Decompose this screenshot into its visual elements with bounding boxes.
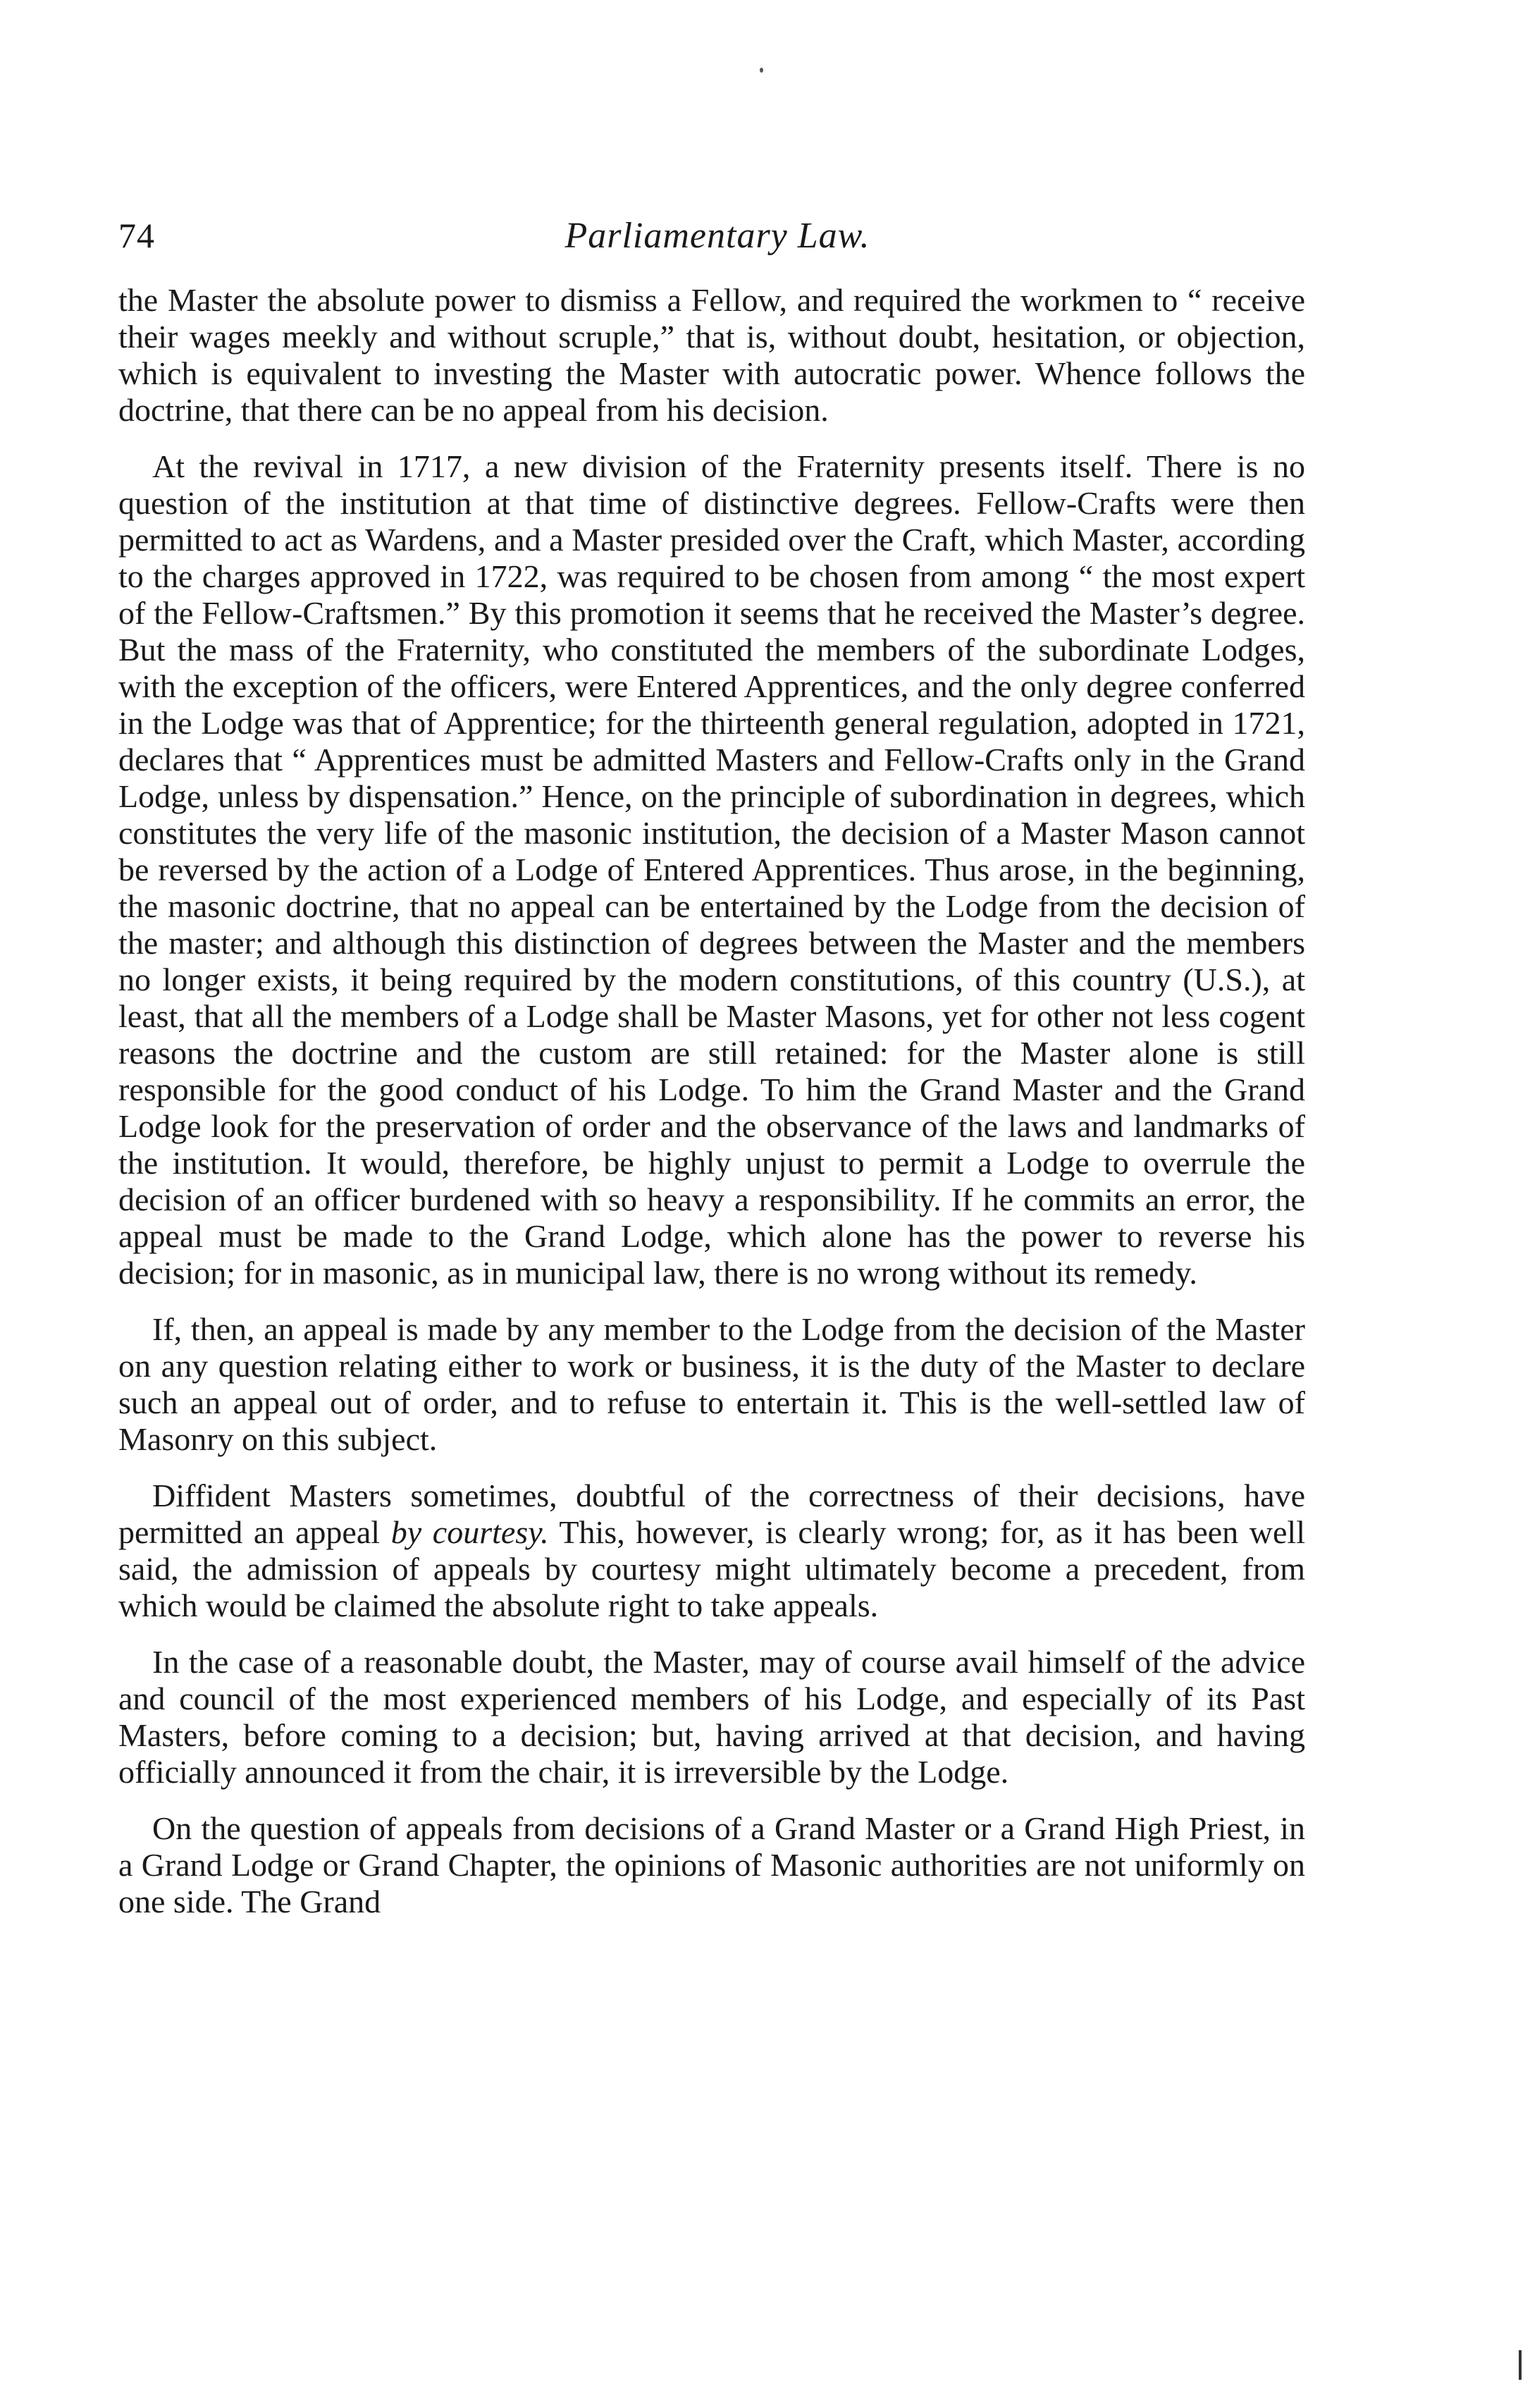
page-header [118,215,1316,264]
paragraph-text: In the case of a reasonable doubt, the Master, may of course avail himself of the advice and council of the most experienced members of his Lodge, and especially of its Past Masters, before coming to a decision; but, having arrived at that decision, and having officially announced it from the chair, it is irreversible by the Lodge. [118,1644,1305,1790]
paragraph [118,1810,1305,1920]
paragraph-text: This, however, is clearly wrong; for, as it has been well said, the admission of appeals by courtesy might ultimately become a precedent, from which would be claimed the absolute right to take appeals. [118,1514,1305,1623]
scan-edge-mark [1519,2350,1522,2380]
paragraph-text: Diffident Masters sometimes, doubtful of the correctness of their decisions, have permitted an appeal [118,1478,1305,1550]
running-title: Parliamentary Law. [565,216,870,256]
paragraph-continued [118,282,1305,429]
paragraph-text: If, then, an appeal is made by any member to the Lodge from the decision of the Master on any question relating either to work or business, it is the duty of the Master to declare such an appeal out of order, and to refuse to entertain it. This is the well-settled law of Masonry on this subject. [118,1311,1305,1457]
paragraph [118,1644,1305,1790]
paragraph [118,1478,1305,1624]
emphasized-text: by courtesy. [390,1514,549,1550]
ink-speck [760,68,763,73]
page-number: 74 [118,216,155,255]
paragraph [118,448,1305,1291]
paragraph-text: the Master the absolute power to dismiss a Fellow, and required the workmen to “ receive their wages meekly and without scruple,” that is, without doubt, hesitation, or objection, which is equivalent to investing the Master with autocratic power. Whence follows the doctrine, that there can be no appeal from his decision. [118,282,1305,428]
paragraph-text: On the question of appeals from decisions of a Grand Master or a Grand High Priest, in a Grand Lodge or Grand Chapter, the opinions of Masonic authorities are not uniformly on one side. The Grand [118,1810,1305,1919]
paragraph-text: At the revival in 1717, a new division of the Fraternity presents itself. There is no question of the institution at that time of distinctive degrees. Fellow-Crafts were then permitted to act as Wardens, and a Master presided over the Craft, which Master, according to the charges approved in 1722, was required to be chosen from among “ the most expert of the Fellow-Craftsmen.” By this promotion it seems that he received the Master’s degree. But the mass of the Fraternity, who constituted the members of the subordinate Lodges, with the exception of the officers, were Entered Apprentices, and the only degree conferred in the Lodge was that of Apprentice; for the thirteenth general regulation, adopted in 1721, declares that “ Apprentices must be admitted Masters and Fellow-Crafts only in the Grand Lodge, unless by dispensation.” Hence, on the principle of subordination in degrees, which constitutes the very life of the masonic institution, the decision of a Master Mason cannot be reversed by the action of a Lodge of Entered Apprentices. Thus arose, in the beginning, the masonic doctrine, that no appeal can be entertained by the Lodge from the decision of the master; and although this distinction of degrees between the Master and the members no longer exists, it being required by the modern constitutions, of this country (U.S.), at least, that all the members of a Lodge shall be Master Masons, yet for other not less cogent reasons the doctrine and the custom are still retained: for the Master alone is still responsible for the good conduct of his Lodge. To him the Grand Master and the Grand Lodge look for the preservation of order and the observance of the laws and landmarks of the institution. It would, therefore, be highly unjust to permit a Lodge to overrule the decision of an officer burdened with so heavy a responsibility. If he commits an error, the appeal must be made to the Grand Lodge, which alone has the power to reverse his decision; for in masonic, as in municipal law, there is no wrong without its remedy. [118,448,1305,1291]
body-text [118,282,1305,1940]
paragraph [118,1311,1305,1458]
